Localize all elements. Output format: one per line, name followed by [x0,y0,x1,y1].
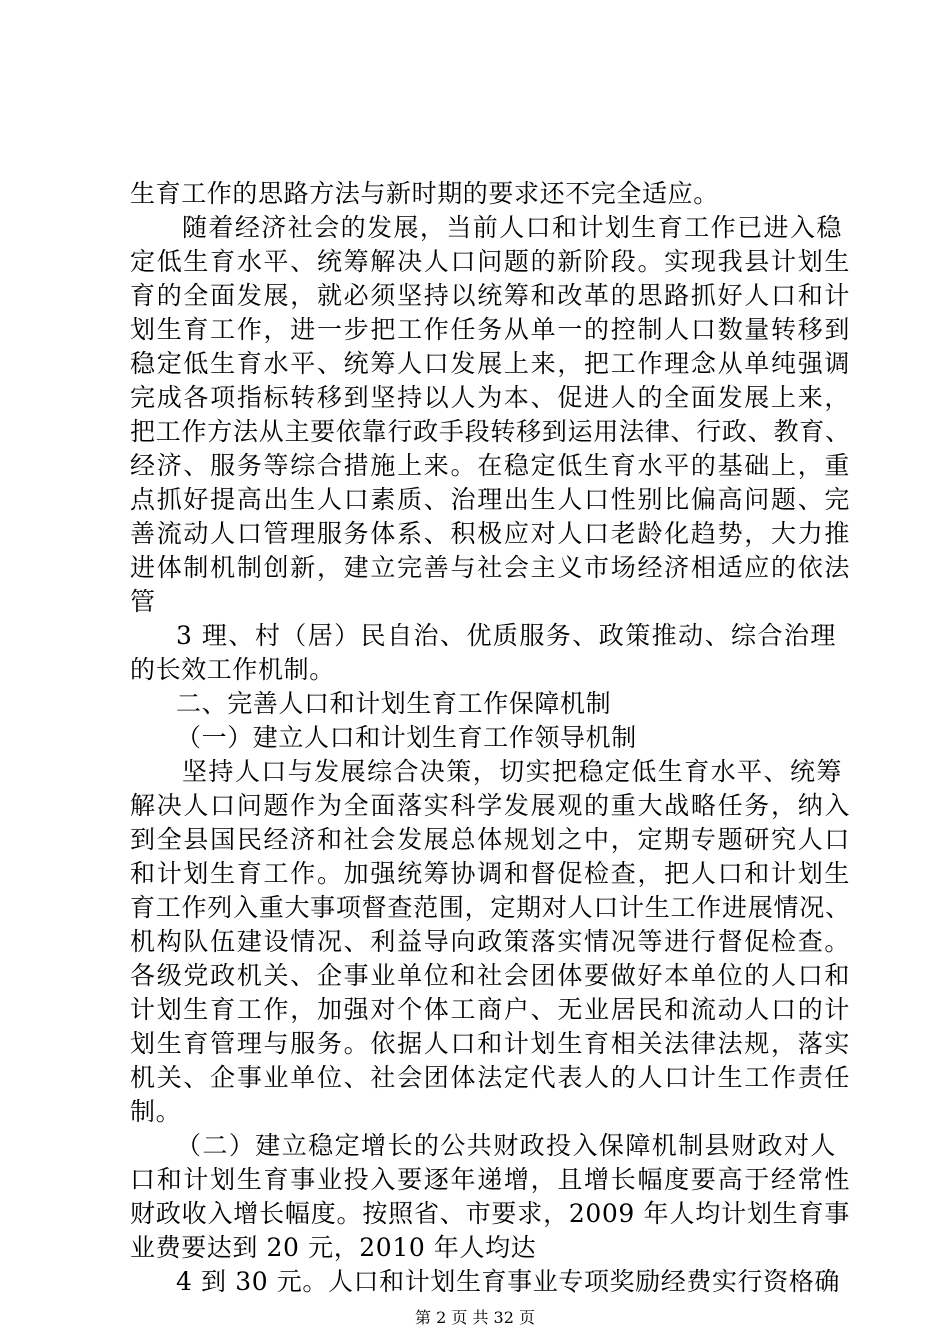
paragraph-line: 把工作方法从主要依靠行政手段转移到运用法律、行政、教育、 [130,417,850,446]
paragraph-line: 坚持人口与发展综合决策，切实把稳定低生育水平、统筹 [182,757,842,786]
paragraph-line: 3 理、村（居）民自治、优质服务、政策推动、综合治理 [176,621,836,650]
paragraph-line: 口和计划生育事业投入要逐年递增，且增长幅度要高于经常性 [130,1165,850,1194]
paragraph-line: 稳定低生育水平、统筹人口发展上来，把工作理念从单纯强调 [130,349,850,378]
paragraph-line: 管 [130,587,156,616]
paragraph-line: 的长效工作机制。 [130,655,335,684]
paragraph-line: 善流动人口管理服务体系、积极应对人口老龄化趋势，大力推 [130,519,850,548]
paragraph-line: 和计划生育工作。加强统筹协调和督促检查，把人口和计划生 [130,859,850,888]
paragraph-line: 生育工作的思路方法与新时期的要求还不完全适应。 [130,179,719,208]
paragraph-line: 划生育工作，进一步把工作任务从单一的控制人口数量转移到 [130,315,850,344]
paragraph-line: 计划生育工作，加强对个体工商户、无业居民和流动人口的计 [130,995,850,1024]
subsection-heading: （一）建立人口和计划生育工作领导机制 [176,723,637,752]
paragraph-line: 进体制机制创新，建立完善与社会主义市场经济相适应的依法 [130,553,850,582]
paragraph-line: 随着经济社会的发展，当前人口和计划生育工作已进入稳 [182,213,842,242]
page-footer: 第 2 页 共 32 页 [415,1308,535,1327]
section-heading: 二、完善人口和计划生育工作保障机制 [176,689,612,718]
paragraph-line: 机关、企事业单位、社会团体法定代表人的人口计生工作责任 [130,1063,850,1092]
paragraph-line: 划生育管理与服务。依据人口和计划生育相关法律法规，落实 [130,1029,850,1058]
paragraph-line: 机构队伍建设情况、利益导向政策落实情况等进行督促检查。 [130,927,850,956]
paragraph-line: 育的全面发展，就必须坚持以统筹和改革的思路抓好人口和计 [130,281,850,310]
paragraph-line: 到全县国民经济和社会发展总体规划之中，定期专题研究人口 [130,825,850,854]
paragraph-line: 定低生育水平、统筹解决人口问题的新阶段。实现我县计划生 [130,247,850,276]
paragraph-line: 经济、服务等综合措施上来。在稳定低生育水平的基础上，重 [130,451,850,480]
paragraph-line: 完成各项指标转移到坚持以人为本、促进人的全面发展上来， [130,383,850,412]
paragraph-line: 育工作列入重大事项督查范围，定期对人口计生工作进展情况、 [130,893,850,922]
paragraph-line: 点抓好提高出生人口素质、治理出生人口性别比偏高问题、完 [130,485,850,514]
paragraph-line: 解决人口问题作为全面落实科学发展观的重大战略任务，纳入 [130,791,850,820]
paragraph-line: 4 到 30 元。人口和计划生育事业专项奖励经费实行资格确 [176,1267,840,1296]
paragraph-line: （二）建立稳定增长的公共财政投入保障机制县财政对人 [176,1131,836,1160]
paragraph-line: 业费要达到 20 元，2010 年人均达 [130,1233,537,1262]
paragraph-line: 制。 [130,1097,182,1126]
paragraph-line: 各级党政机关、企事业单位和社会团体要做好本单位的人口和 [130,961,850,990]
paragraph-line: 财政收入增长幅度。按照省、市要求，2009 年人均计划生育事 [130,1199,850,1228]
